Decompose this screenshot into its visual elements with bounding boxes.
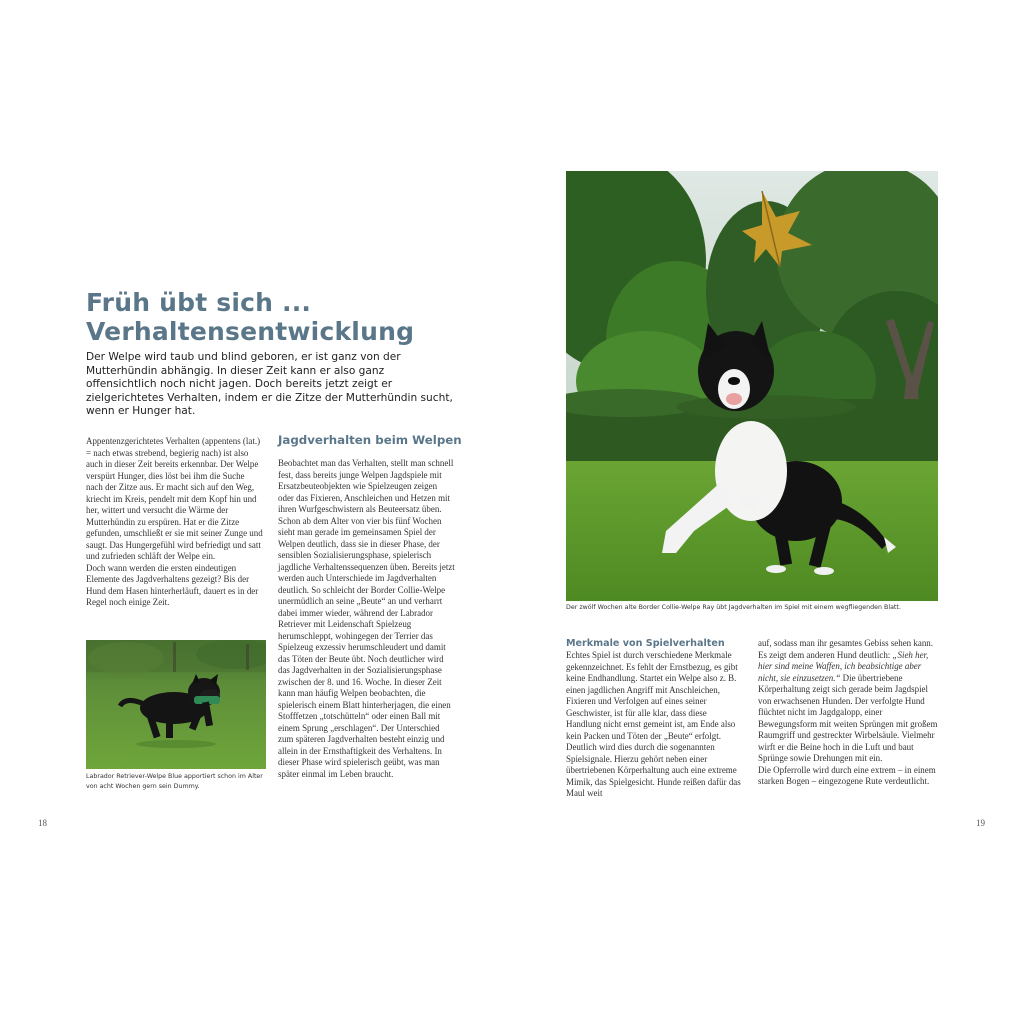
labrador-photo-caption: Labrador Retriever-Welpe Blue apportiert schon im Alter von acht Wochen gern sein Dummy. xyxy=(86,773,263,790)
page-number-right: 19 xyxy=(976,818,985,828)
page-title-line-2: Verhaltensentwicklung xyxy=(86,317,415,346)
page-title xyxy=(86,288,486,346)
dog-quote: „Sieh her, hier sind meine Waffen, ich beabsichtige aber nicht, sie einzusetzen.“ xyxy=(758,649,929,683)
page-number-left: 18 xyxy=(38,818,47,828)
right-column-2-text-start: auf, sodass man ihr gesamtes Gebiss sehen kann. Es zeigt dem anderen Hund deutlich: xyxy=(758,638,933,660)
border-collie-puppy-photo xyxy=(566,171,938,601)
right-column-2-text xyxy=(758,638,940,788)
section-heading-jagdverhalten: Jagdverhalten beim Welpen xyxy=(278,433,462,447)
intro-paragraph: Der Welpe wird taub und blind geboren, er ist ganz von der Mutterhündin abhängig. In dieser Zeit kann er also ganz offensichtlich noch nicht jagen. Doch bereits jetzt zeigt er zielgerichtetes Verhalten, indem er die Zitze der Mutterhündin sucht, wenn er Hunger hat. xyxy=(86,351,453,418)
right-column-1-text: Echtes Spiel ist durch verschiedene Merkmale gekennzeichnet. Es fehlt der Ernstbezug, es gibt keine Endhandlung. Startet ein Welpe also z. B. einen jagdlichen Angriff mit Anschleichen, Fixieren und Verfolgen auf eines seiner Geschwister, ist für alle klar, dass diese Handlung nicht ernst gemeint ist, am Ende also kein Packen und Töten der „Beute“ erfolgt. Deutlich wird dies durch die sogenannten Spielsignale. Hierzu gehört neben einer übertriebenen Körperhaltung auch eine extreme Mimik, das Spielgesicht. Hunde reißen dafür das Maul weit xyxy=(566,650,741,798)
border-collie-photo-caption: Der zwölf Wochen alte Border Collie-Welpe Ray übt Jagdverhalten im Spiel mit einem wegfliegenden Blatt. xyxy=(566,604,901,611)
middle-column-text: Beobachtet man das Verhalten, stellt man schnell fest, dass bereits junge Welpen Jagdspiele mit Ersatzbeuteobjekten wie Spielzeugen zeigen oder das Fixieren, Anschleichen und Hetzen mit ihren Wurfgeschwistern als Beuteersatz üben. Schon ab dem Alter von vier bis fünf Wochen sieht man gerade im gemeinsamen Spiel der Welpen deutlich, dass sie in dieser Phase, der sensiblen Sozialisierungsphase, spielerisch jagdliche Verhaltenssequenzen üben. Bereits jetzt werden auch Unterschiede im Jagdverhalten deutlich. So schleicht der Border Collie-Welpe unermüdlich an seine „Beute“ an und verharrt dabei immer wieder, während der Labrador Retriever mit Leidenschaft Spielzeug herumschleppt, wohingegen der Terrier das Spielzeug exzessiv herumschleudert und damit das Töten der Beute übt. Noch deutlicher wird das Jagdverhalten in der Sozialisierungsphase zwischen der 8. und 16. Woche. In dieser Zeit kann man häufig Welpen beobachten, die spielerisch einem Blatt hinterherjagen, die einen Stofffetzen „totschütteln“ oder einen Ball mit einem Sprung „erschlagen“. Der Unterschied zum späteren Jagdverhalten besteht einzig und allein in der Ernsthaftigkeit des Verhaltens. In dieser Phase wird spielerisch geübt, was man später einmal im Leben braucht. xyxy=(278,458,455,779)
right-column-2-text-end: Die übertriebene Körperhaltung zeigt sich gerade beim Jagdspiel von erwachsenen Hunden. Der verfolgte Hund flüchtet nicht im Jagdgalopp, einer Bewegungsform mit weiten Sprüngen mit großem Raumgriff und gestreckter Wirbelsäule. Vielmehr wirft er die Beine hoch in die Luft und baut Sprünge sowie Drehungen mit ein. Die Opferrolle wird durch eine extrem – in einem starken Bogen – eingezogene Rute verdeutlicht. xyxy=(758,672,938,786)
page-title-line-1: Früh übt sich ... xyxy=(86,288,312,317)
left-column-text: Appentenzgerichtetes Verhalten (appentens (lat.) = nach etwas strebend, begierig nach) ist also auch in dieser Zeit bereits erkennbar. Der Welpe verspürt Hunger, dies löst bei ihm die Suche nach der Zitze aus. Er macht sich auf den Weg, kriecht im Kreis, pendelt mit dem Kopf hin und her, wittert und versucht die Wärme der Mutterhündin zu erspüren. Hat er die Zitze gefunden, umschließt er sie mit seiner Zunge und saugt. Das Hungergefühl wird befriedigt und satt und zufrieden schläft der Welpe ein. Doch wann werden die ersten eindeutigen Elemente des Jagdverhaltens gezeigt? Bis der Hund dem Hasen hinterherläuft, dauert es in der Regel noch einige Zeit. xyxy=(86,436,263,607)
labrador-puppy-photo xyxy=(86,640,266,769)
section-heading-spielverhalten: Merkmale von Spielverhalten xyxy=(566,638,725,649)
